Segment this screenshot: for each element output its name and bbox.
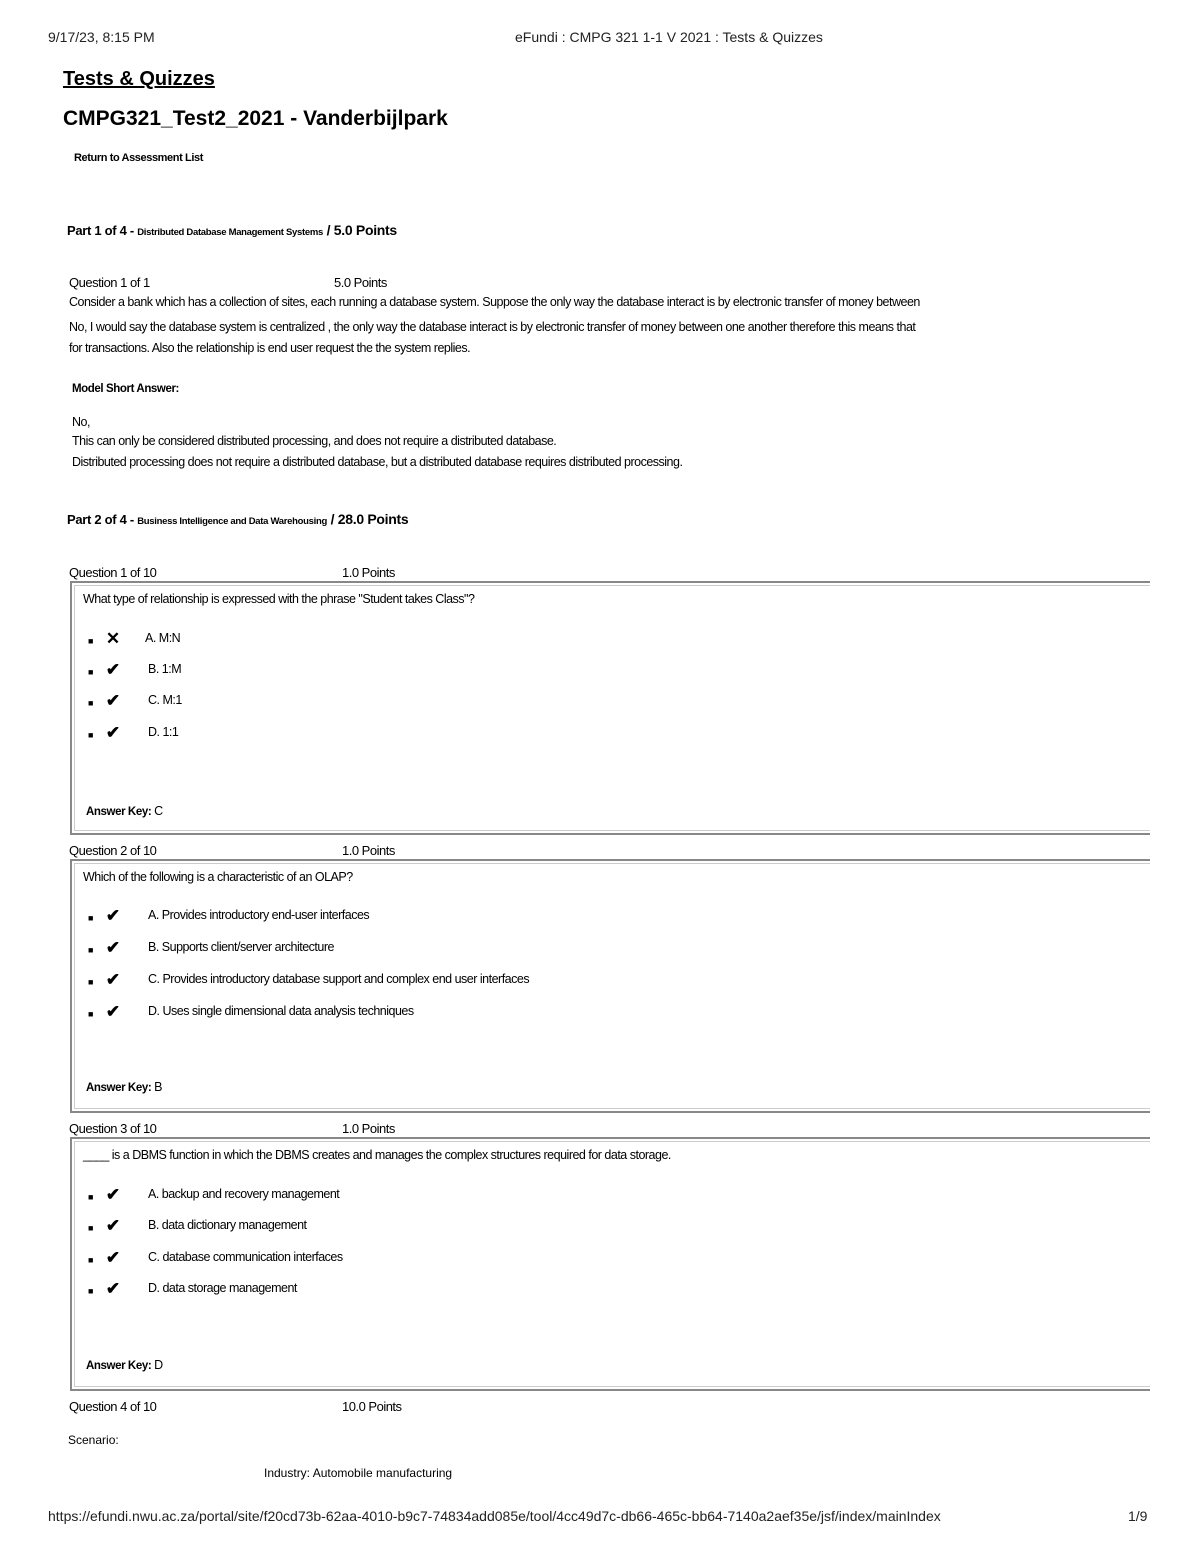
bullet-icon: ■ bbox=[88, 977, 94, 987]
option-row bbox=[88, 938, 334, 958]
scenario-label: Scenario: bbox=[68, 1433, 119, 1447]
answer-key-value: B bbox=[154, 1080, 162, 1094]
bullet-icon: ■ bbox=[88, 667, 94, 677]
print-footer-url: https://efundi.nwu.ac.za/portal/site/f20cd73b-62aa-4010-b9c7-74834add085e/tool/4cc49d7c-db66-465c-bb64-7140a2aef35e/jsf/index/mainIndex bbox=[48, 1508, 941, 1524]
checkmark-icon: ✔ bbox=[105, 938, 121, 957]
part1-question-points: 5.0 Points bbox=[334, 275, 387, 290]
option-text: B. data dictionary management bbox=[148, 1218, 307, 1232]
question-box bbox=[70, 859, 1150, 1113]
mc-question-label: Question 2 of 10 bbox=[69, 843, 157, 858]
checkmark-icon: ✔ bbox=[105, 1216, 121, 1235]
question-box bbox=[70, 1137, 1150, 1391]
question-text: ____ is a DBMS function in which the DBMS creates and manages the complex structures required for data storage. bbox=[83, 1148, 671, 1162]
question-4-label: Question 4 of 10 bbox=[69, 1399, 157, 1414]
answer-key bbox=[86, 802, 163, 820]
checkmark-icon: ✔ bbox=[105, 723, 121, 742]
part1-answer-line-1: No, I would say the database system is centralized , the only way the database interact is by electronic transfer of money between one another therefore this means that bbox=[69, 320, 916, 334]
checkmark-icon: ✔ bbox=[105, 660, 121, 679]
option-row bbox=[88, 629, 181, 649]
checkmark-icon: ✔ bbox=[105, 1185, 121, 1204]
option-row bbox=[88, 1248, 343, 1268]
option-text: A. Provides introductory end-user interfaces bbox=[148, 908, 370, 922]
incorrect-x-icon: ✕ bbox=[105, 629, 121, 648]
bullet-icon: ■ bbox=[88, 913, 94, 923]
question-text: Which of the following is a characteristic of an OLAP? bbox=[83, 870, 353, 884]
bullet-icon: ■ bbox=[88, 730, 94, 740]
option-text: C. database communication interfaces bbox=[148, 1250, 343, 1264]
answer-key-label: Answer Key: bbox=[86, 1082, 155, 1094]
question-4-points: 10.0 Points bbox=[342, 1399, 402, 1414]
mc-question-label: Question 3 of 10 bbox=[69, 1121, 157, 1136]
option-text: C. M:1 bbox=[148, 693, 182, 707]
return-to-assessment-list-link[interactable]: Return to Assessment List bbox=[74, 152, 203, 164]
question-box bbox=[70, 581, 1150, 835]
question-text: What type of relationship is expressed with the phrase "Student takes Class"? bbox=[83, 592, 475, 606]
answer-key bbox=[86, 1078, 162, 1096]
tool-title: Tests & Quizzes bbox=[63, 68, 215, 90]
mc-question-points: 1.0 Points bbox=[342, 565, 395, 580]
option-text: C. Provides introductory database support and complex end user interfaces bbox=[148, 972, 530, 986]
print-datetime: 9/17/23, 8:15 PM bbox=[48, 29, 155, 45]
scenario-industry: Industry: Automobile manufacturing bbox=[264, 1466, 453, 1480]
part-2-title bbox=[67, 511, 408, 527]
part-1-prefix: Part 1 of 4 - bbox=[67, 223, 138, 238]
option-row bbox=[88, 1002, 414, 1022]
part-1-name: Distributed Database Management Systems bbox=[137, 227, 323, 238]
option-row bbox=[88, 970, 530, 990]
bullet-icon: ■ bbox=[88, 1286, 94, 1296]
assessment-title: CMPG321_Test2_2021 - Vanderbijlpark bbox=[63, 107, 448, 130]
option-text: D. data storage management bbox=[148, 1281, 297, 1295]
bullet-icon: ■ bbox=[88, 698, 94, 708]
checkmark-icon: ✔ bbox=[105, 906, 121, 925]
answer-key bbox=[86, 1356, 163, 1374]
part1-answer-line-2: for transactions. Also the relationship is end user request the the system replies. bbox=[69, 341, 471, 355]
answer-key-label: Answer Key: bbox=[86, 1360, 155, 1372]
option-row bbox=[88, 691, 182, 711]
mc-question-points: 1.0 Points bbox=[342, 843, 395, 858]
checkmark-icon: ✔ bbox=[105, 691, 121, 710]
print-page-title: eFundi : CMPG 321 1-1 V 2021 : Tests & Quizzes bbox=[515, 29, 823, 45]
checkmark-icon: ✔ bbox=[105, 1248, 121, 1267]
option-text: B. 1:M bbox=[148, 662, 182, 676]
answer-key-label: Answer Key: bbox=[86, 806, 155, 818]
option-row bbox=[88, 1216, 307, 1236]
option-text: D. 1:1 bbox=[148, 725, 179, 739]
answer-key-value: D bbox=[154, 1358, 163, 1372]
checkmark-icon: ✔ bbox=[105, 970, 121, 989]
option-row bbox=[88, 660, 182, 680]
checkmark-icon: ✔ bbox=[105, 1279, 121, 1298]
part1-question-label: Question 1 of 1 bbox=[69, 275, 150, 290]
bullet-icon: ■ bbox=[88, 945, 94, 955]
answer-key-value: C bbox=[154, 804, 163, 818]
option-text: B. Supports client/server architecture bbox=[148, 940, 334, 954]
part-2-name: Business Intelligence and Data Warehousing bbox=[137, 516, 327, 527]
option-row bbox=[88, 723, 179, 743]
part-2-points: / 28.0 Points bbox=[326, 511, 409, 527]
option-row bbox=[88, 1185, 340, 1205]
bullet-icon: ■ bbox=[88, 1192, 94, 1202]
option-row bbox=[88, 1279, 297, 1299]
print-page-number: 1/9 bbox=[1128, 1508, 1148, 1524]
option-text: A. backup and recovery management bbox=[148, 1187, 340, 1201]
option-row bbox=[88, 906, 370, 926]
option-text: D. Uses single dimensional data analysis techniques bbox=[148, 1004, 414, 1018]
checkmark-icon: ✔ bbox=[105, 1002, 121, 1021]
bullet-icon: ■ bbox=[88, 636, 94, 646]
model-answer-line-1: No, bbox=[72, 415, 90, 429]
option-text: A. M:N bbox=[145, 631, 181, 645]
bullet-icon: ■ bbox=[88, 1255, 94, 1265]
model-short-answer-label: Model Short Answer: bbox=[72, 383, 179, 395]
bullet-icon: ■ bbox=[88, 1223, 94, 1233]
model-answer-line-3: Distributed processing does not require a distributed database, but a distributed database requires distributed processing. bbox=[72, 455, 683, 469]
mc-question-label: Question 1 of 10 bbox=[69, 565, 157, 580]
part-1-points: / 5.0 Points bbox=[322, 222, 397, 238]
part1-question-text: Consider a bank which has a collection of sites, each running a database system. Suppose the only way the database interact is by electronic transfer of money between bbox=[69, 295, 920, 309]
part-1-title bbox=[67, 222, 397, 238]
part-2-prefix: Part 2 of 4 - bbox=[67, 512, 138, 527]
mc-question-points: 1.0 Points bbox=[342, 1121, 395, 1136]
model-answer-line-2: This can only be considered distributed processing, and does not require a distributed database. bbox=[72, 434, 557, 448]
bullet-icon: ■ bbox=[88, 1009, 94, 1019]
